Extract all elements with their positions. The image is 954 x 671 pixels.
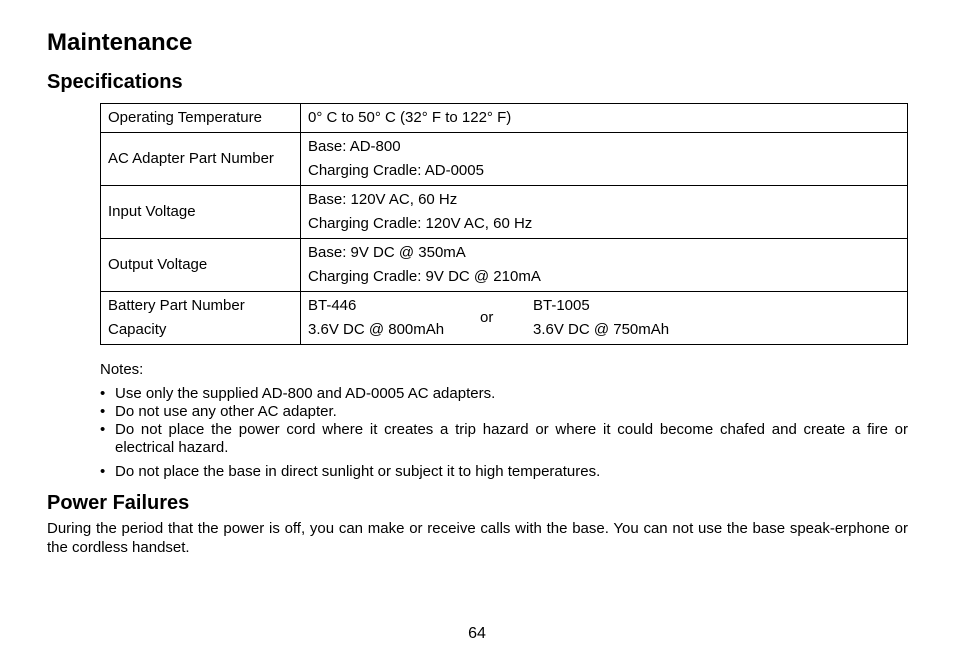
battery-options [308, 294, 900, 342]
list-item [100, 421, 908, 457]
spec-value [301, 292, 908, 345]
list-item [100, 463, 908, 481]
spec-value [301, 186, 908, 239]
spec-label: AC Adapter Part Number [101, 133, 301, 186]
spec-value-line: Charging Cradle: 120V AC, 60 Hz [308, 215, 533, 232]
spec-value-line: Base: 120V AC, 60 Hz [308, 191, 458, 208]
page-title: Maintenance [47, 29, 193, 56]
spec-label: Input Voltage [101, 186, 301, 239]
battery-part-label: Battery Part Number [108, 297, 245, 314]
spec-value-line: Charging Cradle: AD-0005 [308, 162, 484, 179]
battery-capacity: 3.6V DC @ 750mAh [533, 321, 670, 338]
battery-capacity: 3.6V DC @ 800mAh [308, 321, 445, 338]
battery-separator: or [480, 309, 494, 326]
battery-option-b [533, 294, 669, 342]
spec-value-line: Charging Cradle: 9V DC @ 210mA [308, 268, 541, 285]
battery-option-a [308, 294, 480, 342]
spec-label: Output Voltage [101, 239, 301, 292]
table-row [101, 239, 908, 292]
table-row [101, 186, 908, 239]
notes-label: Notes: [100, 361, 144, 378]
note-text: Do not use any other AC adapter. [115, 403, 337, 420]
spec-value [301, 133, 908, 186]
spec-value [301, 239, 908, 292]
spec-value-line: Base: AD-800 [308, 138, 401, 155]
spec-label [101, 292, 301, 345]
battery-part-number: BT-1005 [533, 297, 590, 314]
note-text: Use only the supplied AD-800 and AD-0005 AC adapters. [115, 385, 496, 402]
battery-part-number: BT-446 [308, 297, 357, 314]
power-failures-heading: Power Failures [47, 492, 190, 514]
specifications-heading: Specifications [47, 71, 183, 93]
spec-value [301, 104, 908, 133]
page-number: 64 [468, 625, 486, 642]
spec-value-line: 0° C to 50° C (32° F to 122° F) [308, 109, 512, 126]
table-row [101, 133, 908, 186]
power-failures-text: During the period that the power is off, you can make or receive calls with the base. You can not use the base speak-erphone or the cordless handset. [47, 520, 908, 556]
table-row [101, 104, 908, 133]
notes-section [100, 361, 908, 481]
list-item [100, 403, 908, 421]
table-row [101, 292, 908, 345]
spec-label: Operating Temperature [101, 104, 301, 133]
bullet-icon: • [100, 403, 106, 420]
notes-list [100, 385, 908, 481]
specifications-table [100, 103, 908, 345]
spec-value-line: Base: 9V DC @ 350mA [308, 244, 466, 261]
note-text: Do not place the power cord where it creates a trip hazard or where it could become chafed and create a fire or electrical hazard. [115, 421, 908, 456]
capacity-label: Capacity [108, 321, 167, 338]
bullet-icon: • [100, 385, 106, 402]
bullet-icon: • [100, 421, 106, 438]
note-text: Do not place the base in direct sunlight or subject it to high temperatures. [115, 463, 601, 480]
bullet-icon: • [100, 463, 106, 480]
list-item [100, 385, 908, 403]
